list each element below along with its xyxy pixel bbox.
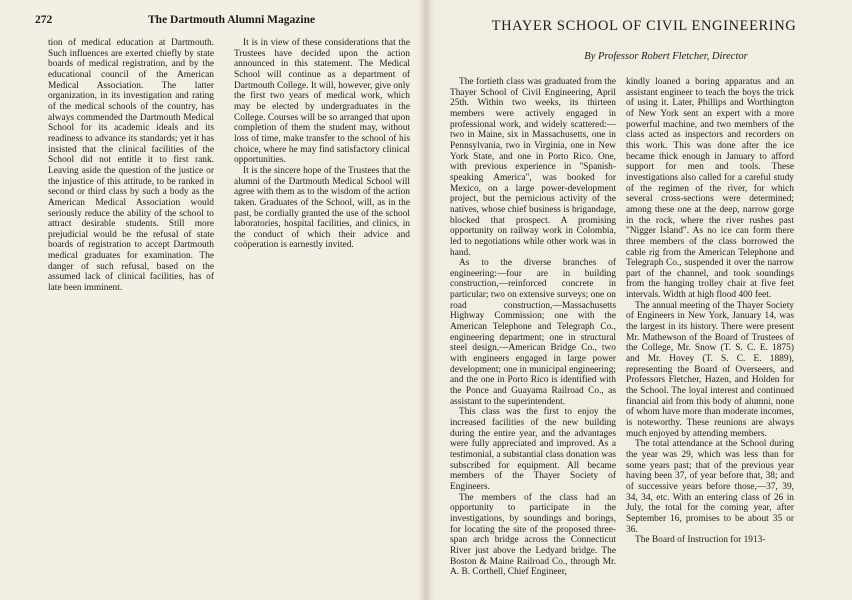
paragraph: tion of medical education at Dartmouth. Such influences are exerted chiefly by state boards of medical registration, and by the educational council of the American Medical Association. The latter organization, in its investigation and rating of the medical schools of the country, has always commended the Dartmouth Medical School for its academic ideals and its readiness to advance its standards; yet it has insisted that the clinical facilities of the School did not entitle it to first rank. Leaving aside the question of the justice or the injustice of this attitude, to be ranked in second or third class by such a body as the American Medical Association would seriously reduce the ability of the school to attract desirable students. Still more prejudicial would be the refusal of state boards of registration to accept Dartmouth medical graduates for examination. The danger of such refusal, based on the assumed lack of clinical facilities, has of late been imminent. — [48, 38, 214, 294]
paragraph: The members of the class had an opportunity to participate in the investigations, by soundings and borings, for locating the site of the proposed three-span arch bridge across the Connecticut River just above the Ledyard bridge. The Boston & Maine Railroad Co., through Mr. A. B. Corthell, Chief Engineer, — [450, 492, 616, 578]
paragraph: The Board of Instruction for 1913- — [635, 535, 766, 546]
paragraph: The fortieth class was graduated from the Thayer School of Civil Engineering, April 25th. Within two weeks, its thirteen members were actively engaged in professional work, and widely scattered:—two in Maine, six in Massachusetts, one in Pennsylvania, two in Virginia, one in New York State, and one in Porto Rico. One, with previous experience in "Spanish-speaking America", was booked for Mexico, on a large power-development project, but the pernicious activity of the natives, whose chief business is brigandage, blocked that prospect. A promising opportunity on railway work in Colombia, led to negotiations while other work was in hand. — [450, 77, 616, 258]
paragraph: The annual meeting of the Thayer Society of Engineers in New York, January 14, was the largest in its history. There were present Mr. Mathewson of the Board of Trustees of the College, Mr. Snow (T. S. C. E. 1875) and Mr. Hovey (T. S. C. E. 1889), representing the Board of Overseers, and Professors Fletcher, Hazen, and Holden for the School. The loyal interest and continued financial aid from this body of alumni, none of whom have more than moderate incomes, is noteworthy. These reunions are always much enjoyed by attending members. — [626, 300, 794, 439]
running-head: The Dartmouth Alumni Magazine — [148, 14, 316, 26]
article-title: THAYER SCHOOL OF CIVIL ENGINEERING — [491, 18, 797, 34]
left-column-2 — [234, 38, 410, 251]
left-column-1 — [48, 38, 214, 294]
right-page — [426, 0, 852, 600]
binding-gutter — [418, 0, 434, 600]
article-byline: By Professor Robert Fletcher, Director — [584, 51, 748, 62]
paragraph: The total attendance at the School during the year was 29, which was less than for some years past; that of the previous year having been 37, of year before that, 38; and of successive years before those,—37, 39, 34, 34, etc. With an entering class of 26 in July, the total for the coming year, after September 16, promises to be about 35 or 36. — [626, 439, 794, 535]
right-column-1 — [450, 77, 616, 578]
paragraph: kindly loaned a boring apparatus and an assistant engineer to teach the boys the trick of using it. Later, Phillips and Worthington of New York sent an expert with a more powerful machine, and two members of the class acted as inspectors and recorders on this work. This was done after the ice became thick enough in January to afford support for men and tools. These investigations also called for a careful study of the regimen of the river, for which several cross-sections were determined; among these one at the deep, narrow gorge in the rock, where the river rushes past "Nigger Island". As no ice can form there three members of the class borrowed the cable rig from the American Telephone and Telegraph Co., suspended it over the narrow part of the channel, and took soundings from the hanging trolley chair at five feet intervals. Width at high flood 400 feet. — [626, 77, 794, 301]
paragraph: As to the diverse branches of engineering:—four are in building construction,—reinforced concrete in particular; two on extensive surveys; one on road construction,—Massachusetts Highway Commission; one with the American Telephone and Telegraph Co., engineering department; one in structural steel design,—American Bridge Co., two with engineers engaged in large power development; one in municipal engineering; and the one in Porto Rico is identified with the Ponce and Guayama Railroad Co., as assistant to the superintendent. — [450, 258, 616, 407]
page-number: 272 — [35, 14, 53, 26]
right-column-2 — [626, 77, 794, 546]
paragraph: It is the sincere hope of the Trustees that the alumni of the Dartmouth Medical School will agree with them as to the wisdom of the action taken. Graduates of the School, will, as in the past, be cordially granted the use of the school laboratories, hospital facilities, and clinics, in the conduct of which their advice and coöperation is earnestly invited. — [234, 165, 410, 251]
paragraph: This class was the first to enjoy the increased facilities of the new building during the entire year, and the advantages were fully appreciated and improved. As a testimonial, a substantial class donation was subscribed for equipment. All became members of the Thayer Society of Engineers. — [450, 407, 616, 492]
paragraph: It is in view of these considerations that the Trustees have decided upon the action announced in this statement. The Medical School will continue as a department of Dartmouth College. It will, however, give only the first two years of medical work, which may be elected by undergraduates in the College. Courses will be so arranged that upon completion of them the student may, without loss of time, make transfer to the school of his choice, where he may find satisfactory clinical opportunities. — [234, 38, 410, 166]
